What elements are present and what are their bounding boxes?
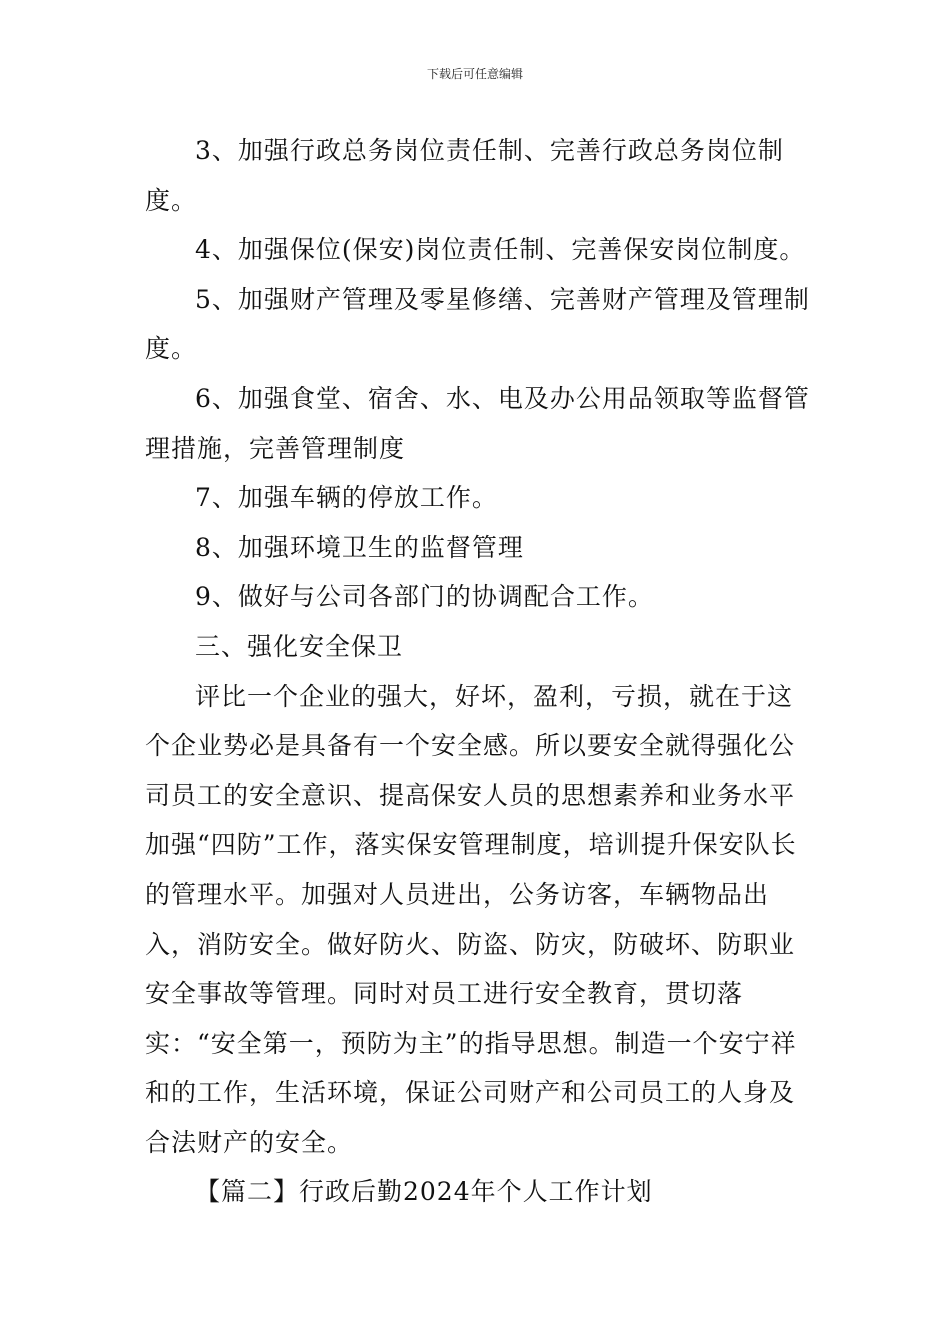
item-9-paragraph: 9、做好与公司各部门的协调配合工作。: [195, 582, 654, 612]
item-7-paragraph: 7、加强车辆的停放工作。: [195, 483, 498, 513]
item-5-paragraph: 5、加强财产管理及零星修缮、完善财产管理及管理制度。: [145, 284, 810, 364]
section-heading: 三、强化安全保卫: [195, 631, 404, 661]
item-4-paragraph: 4、加强保位(保安)岗位责任制、完善保安岗位制度。: [195, 235, 806, 265]
item-8-paragraph: 8、加强环境卫生的监督管理: [195, 532, 524, 562]
page-header-note: 下载后可任意编辑: [426, 67, 523, 81]
document-body: [145, 126, 815, 1217]
item-6-paragraph: 6、加强食堂、宿舍、水、电及办公用品领取等监督管理措施，完善管理制度: [145, 383, 810, 463]
security-paragraph: 评比一个企业的强大，好坏，盈利，亏损，就在于这个企业势必是具备有一个安全感。所以要安全就得强化公司员工的安全意识、提高保安人员的思想素养和业务水平加强“四防”工作，落实保安管理制度，培训提升保安队长的管理水平。加强对人员进出，公务访客，车辆物品出入，消防安全。做好防火、防盗、防灾，防破坏、防职业安全事故等管理。同时对员工进行安全教育，贯切落实：“安全第一，预防为主”的指导思想。制造一个安宁祥和的工作，生活环境，保证公司财产和公司员工的人身及合法财产的安全。: [145, 681, 797, 1157]
item-3-paragraph: 3、加强行政总务岗位责任制、完善行政总务岗位制度。: [145, 136, 784, 215]
chapter-heading: 【篇二】行政后勤2024年个人工作计划: [195, 1177, 653, 1207]
